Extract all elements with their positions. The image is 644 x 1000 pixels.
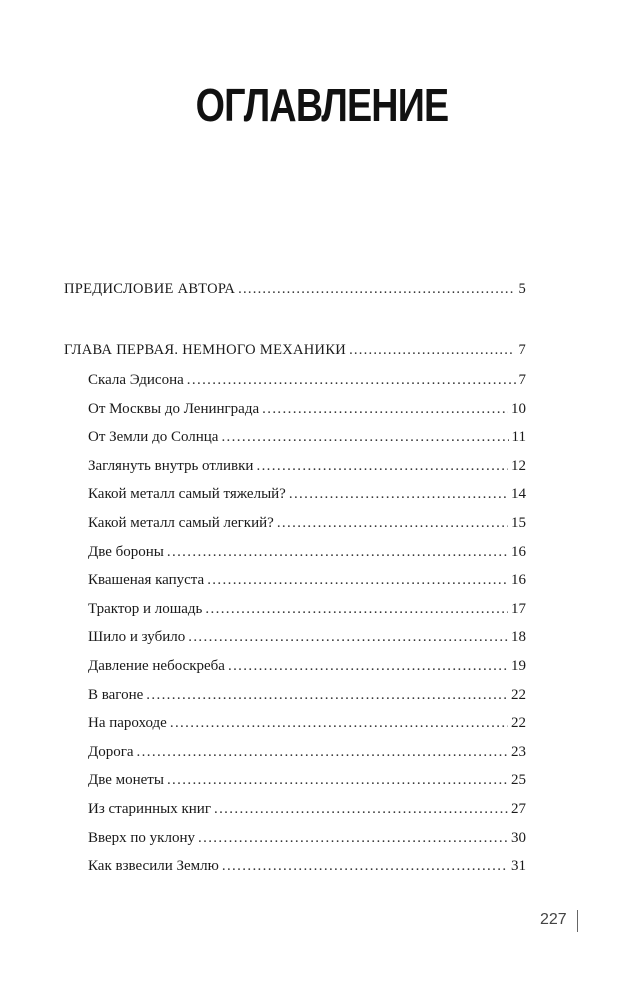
toc-entry-label: ГЛАВА ПЕРВАЯ. НЕМНОГО МЕХАНИКИ: [64, 342, 347, 358]
toc-entry-label: Давление небоскреба: [88, 658, 225, 674]
toc-entry-page: 22: [511, 715, 526, 732]
toc-entry-label: Заглянуть внутрь отливки: [88, 457, 254, 474]
toc-entry-label: В вагоне: [88, 686, 144, 703]
toc-leader-dots: [277, 513, 508, 533]
toc-entry[interactable]: [88, 570, 526, 590]
toc-leader-dots: [146, 685, 508, 705]
toc-entry-label: От Москвы до Ленинграда: [88, 400, 260, 417]
toc-entry[interactable]: [88, 542, 526, 562]
toc-entry-page: 10: [511, 400, 526, 417]
page-title: ОГЛАВЛЕНИЕ: [195, 79, 449, 131]
toc-leader-dots: [207, 570, 508, 590]
toc-entry[interactable]: [88, 799, 526, 819]
toc-entry-label: Дорога: [88, 743, 134, 760]
toc-entry-label: ПРЕДИСЛОВИЕ АВТОРА: [64, 281, 236, 297]
toc-entry-label: Какой металл самый тяжелый?: [88, 486, 286, 503]
toc-entry-page: 30: [511, 829, 526, 846]
toc-leader-dots: [256, 456, 508, 476]
toc-leader-dots: [221, 427, 508, 447]
toc-entry-page: 7: [518, 342, 526, 358]
toc-leader-dots: [262, 399, 508, 419]
toc-leader-dots: [198, 828, 508, 848]
toc-entry[interactable]: [88, 656, 526, 676]
toc-leader-dots: [167, 542, 508, 562]
toc-entry[interactable]: [88, 685, 526, 705]
toc-entry-label: Какой металл самый легкий?: [88, 515, 274, 531]
toc-entry-page: 16: [511, 572, 526, 589]
toc-entry-preface[interactable]: [64, 279, 526, 299]
toc-leader-dots: [187, 370, 516, 390]
toc-entry-page: 31: [511, 858, 526, 875]
toc-leader-dots: [137, 742, 508, 762]
toc-entry-page: 5: [518, 281, 526, 297]
toc-leader-dots: [170, 713, 508, 733]
toc-leader-dots: [167, 770, 508, 790]
toc-entry[interactable]: [88, 742, 526, 762]
toc-leader-dots: [238, 279, 515, 299]
toc-leader-dots: [349, 340, 515, 360]
toc-leader-dots: [188, 627, 508, 647]
folio-divider: [577, 910, 578, 932]
toc-entry-page: 27: [511, 801, 526, 817]
toc-entry-label: От Земли до Солнца: [88, 429, 219, 446]
toc-entry-label: Квашеная капуста: [88, 572, 205, 589]
toc-entry-page: 23: [511, 743, 526, 760]
toc-entry[interactable]: [88, 513, 526, 533]
toc-entry-label: Трактор и лошадь: [88, 600, 203, 617]
toc-entry[interactable]: [88, 599, 526, 619]
toc-entry-label: Как взвесили Землю: [88, 858, 219, 875]
toc-entry-label: Вверх по уклону: [88, 829, 195, 846]
toc-entry-label: Из старинных книг: [88, 801, 211, 817]
page-number: 227: [540, 911, 567, 928]
toc-entry-page: 22: [511, 686, 526, 703]
toc-entry-chapter-one[interactable]: [64, 340, 526, 360]
toc-entry[interactable]: [88, 828, 526, 848]
toc-entry[interactable]: [88, 484, 526, 504]
toc-leader-dots: [222, 856, 508, 876]
toc-entry[interactable]: [88, 427, 526, 447]
toc-leader-dots: [205, 599, 508, 619]
toc-leader-dots: [289, 484, 508, 504]
toc-entry-page: 11: [511, 429, 526, 446]
toc-entry-label: Две бороны: [88, 543, 164, 560]
toc-leader-dots: [214, 799, 508, 819]
toc-entry-label: Скала Эдисона: [88, 372, 184, 388]
toc-entry-label: Две монеты: [88, 772, 164, 789]
toc-entry-label: Шило и зубило: [88, 629, 186, 646]
toc-entry[interactable]: [88, 456, 526, 476]
toc-leader-dots: [228, 656, 508, 676]
toc-entry-page: 18: [511, 629, 526, 646]
toc-entry[interactable]: [88, 627, 526, 647]
toc-entry-page: 7: [518, 372, 526, 388]
toc-entry[interactable]: [88, 399, 526, 419]
toc-entry-label: На пароходе: [88, 715, 167, 732]
toc-entry-page: 12: [511, 457, 526, 474]
toc-entry[interactable]: [88, 713, 526, 733]
toc-entry-page: 17: [511, 600, 526, 617]
toc-entry-page: 19: [511, 658, 526, 674]
toc-entry-page: 15: [511, 515, 526, 531]
toc-entry[interactable]: [88, 856, 526, 876]
toc-entry-page: 16: [511, 543, 526, 560]
toc-entry[interactable]: [88, 370, 526, 390]
toc-entry[interactable]: [88, 770, 526, 790]
toc-entry-page: 14: [511, 486, 526, 503]
toc-entry-page: 25: [511, 772, 526, 789]
